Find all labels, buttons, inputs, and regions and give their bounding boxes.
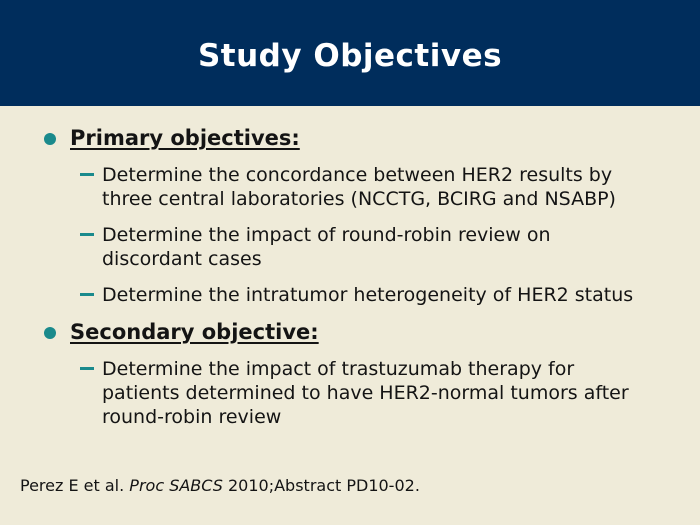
citation-prefix: Perez E et al. [20, 476, 130, 495]
dash-bullet-icon [80, 367, 94, 370]
bullet-item-text [102, 223, 551, 271]
dash-bullet-icon [80, 173, 94, 176]
dash-bullet-icon [80, 233, 94, 236]
bullet-item-line: round-robin review [102, 406, 282, 428]
section-heading-label: Primary objectives: [70, 126, 300, 150]
circle-bullet-icon [44, 133, 56, 145]
slide-title: Study Objectives [197, 38, 503, 74]
bullet-item-line: three central laboratories (NCCTG, BCIRG and NSABP) [102, 188, 616, 210]
citation-journal: Proc SABCS [129, 476, 223, 495]
section-heading-primary [0, 125, 700, 151]
section-heading-label: Secondary objective: [70, 320, 319, 344]
slide-header-band [0, 0, 700, 106]
bullet-item [0, 283, 700, 307]
bullet-item [0, 357, 700, 429]
bullet-item-line: Determine the impact of trastuzumab therapy for [102, 358, 575, 380]
bullet-item-text [102, 163, 616, 211]
bullet-item [0, 223, 700, 271]
bullet-item-line: Determine the intratumor heterogeneity of HER2 status [102, 284, 634, 306]
citation-suffix: 2010;Abstract PD10-02. [222, 476, 420, 495]
section-heading-secondary [0, 319, 700, 345]
bullet-item-text [102, 283, 633, 307]
bullet-item [0, 163, 700, 211]
bullet-item-line: discordant cases [102, 248, 262, 270]
bullet-item-line: patients determined to have HER2-normal tumors after [102, 382, 629, 404]
citation [20, 476, 420, 495]
bullet-item-line: Determine the impact of round-robin review on [102, 224, 551, 246]
slide-body [0, 106, 700, 441]
bullet-item-text [102, 357, 629, 429]
dash-bullet-icon [80, 293, 94, 296]
bullet-item-line: Determine the concordance between HER2 results by [102, 164, 613, 186]
circle-bullet-icon [44, 327, 56, 339]
